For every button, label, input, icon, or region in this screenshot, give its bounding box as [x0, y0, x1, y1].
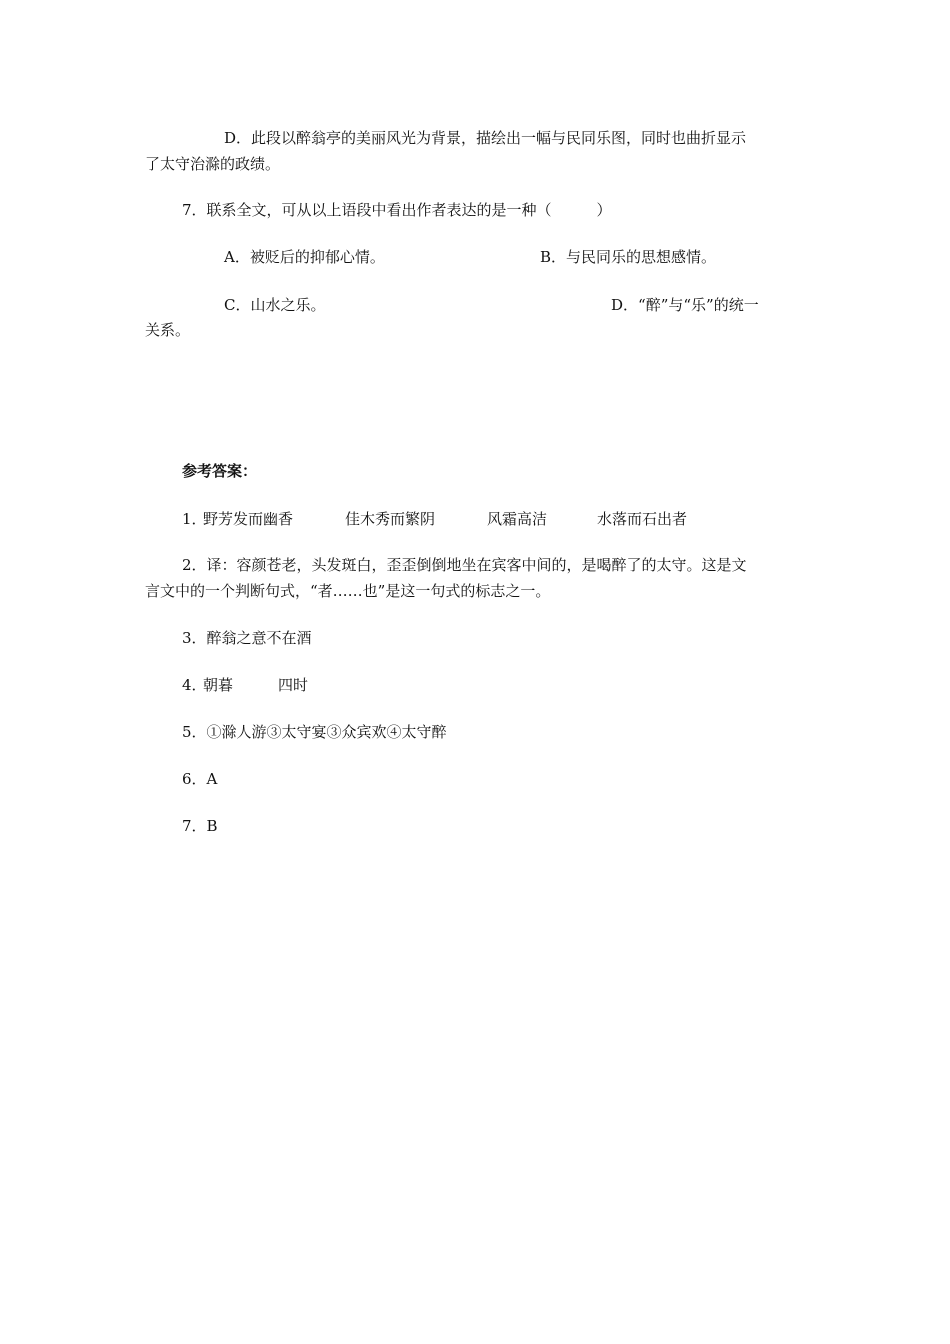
answer-2-line1: 2．译：容颜苍老，头发斑白，歪歪倒倒地坐在宾客中间的，是喝醉了的太守。这是文	[182, 556, 747, 574]
answer-1-number: 1．	[182, 510, 207, 528]
answer-2-line2: 言文中的一个判断句式，“者……也”是这一句式的标志之一。	[145, 582, 551, 600]
answer-6: 6．A	[182, 770, 218, 788]
q7-option-d-line1: D．“醉”与“乐”的统一	[611, 296, 759, 314]
q7-option-d-line2: 关系。	[145, 321, 191, 339]
q6-option-d-line2: 了太守治滁的政绩。	[145, 155, 281, 173]
answer-5: 5．①滁人游③太守宴③众宾欢④太守醉	[182, 723, 447, 741]
answer-1-item: 佳木秀而繁阴	[345, 510, 436, 528]
answer-7: 7．B	[182, 817, 218, 835]
answer-1-item: 风霜高洁	[487, 510, 548, 528]
answer-4-number: 4．	[182, 676, 207, 694]
answer-4-item: 朝暮	[203, 676, 234, 694]
q6-option-d-line1: D．此段以醉翁亭的美丽风光为背景，描绘出一幅与民同乐图，同时也曲折显示	[224, 129, 747, 147]
answers-heading: 参考答案：	[182, 462, 258, 480]
answer-3: 3．醉翁之意不在酒	[182, 629, 312, 647]
q7-option-a: A．被贬后的抑郁心情。	[224, 248, 385, 266]
answer-4-item: 四时	[278, 676, 309, 694]
answer-1-item: 水落而石出者	[597, 510, 688, 528]
q7-option-b: B．与民同乐的思想感情。	[540, 248, 717, 266]
q7-option-c: C．山水之乐。	[224, 296, 326, 314]
answer-1-item: 野芳发而幽香	[203, 510, 294, 528]
q7-stem: 7．联系全文，可从以上语段中看出作者表达的是一种（ ）	[182, 201, 612, 219]
